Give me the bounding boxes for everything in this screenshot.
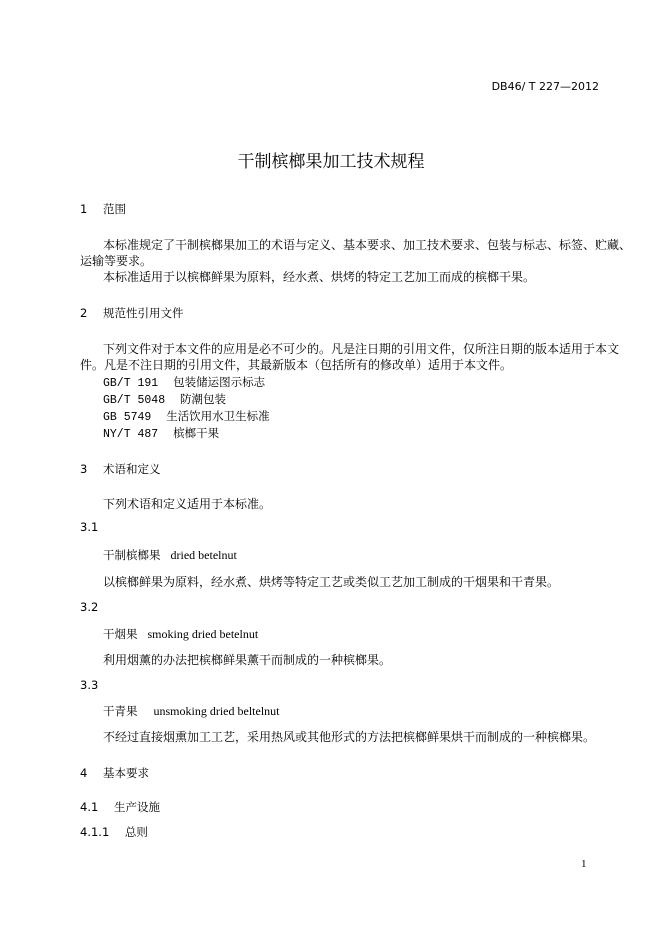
doc-number: DB46/ T 227—2012 <box>491 80 599 93</box>
subsection-4-1-heading <box>80 799 160 815</box>
term-chinese: 干青果 <box>103 704 138 718</box>
subsection-title: 总则 <box>124 825 148 839</box>
section-2-para-line2: 件。凡是不注日期的引用文件，其最新版本（包括所有的修改单）适用于本文件。 <box>80 358 513 372</box>
term-number: 3.3 <box>80 678 99 692</box>
section-2-para-line1: 下列文件对于本文件的应用是必不可少的。凡是注日期的引用文件，仅所注日期的版本适用于本文 <box>103 342 620 356</box>
term-definition: 不经过直接烟熏加工工艺，采用热风或其他形式的方法把槟榔鲜果烘干而制成的一种槟榔果。 <box>103 730 596 744</box>
section-1-para1-line1: 本标准规定了干制槟榔果加工的术语与定义、基本要求、加工技术要求、包装与标志、标签、贮藏、 <box>103 238 632 252</box>
reference-name: 生活饮用水卫生标准 <box>166 411 270 423</box>
reference-name: 包装储运图示标志 <box>173 377 266 389</box>
section-3-heading <box>80 461 160 477</box>
reference-item <box>103 425 219 441</box>
section-number: 3 <box>80 462 88 476</box>
page-number: 1 <box>581 858 587 870</box>
reference-name: 槟榔干果 <box>173 428 220 440</box>
section-title: 范围 <box>102 202 126 216</box>
section-2-heading <box>80 305 183 321</box>
subsection-number: 4.1 <box>80 800 99 814</box>
term-number: 3.2 <box>80 600 99 614</box>
subsection-4-1-1-heading <box>80 824 148 840</box>
term-heading <box>103 702 279 720</box>
section-1-para1-line2: 运输等要求。 <box>80 254 153 268</box>
term-chinese: 干制槟榔果 <box>103 548 161 562</box>
term-heading <box>103 625 258 643</box>
section-number: 4 <box>80 766 88 780</box>
reference-code: GB/T 5048 <box>103 394 166 407</box>
term-english: smoking dried betelnut <box>147 627 259 641</box>
reference-name: 防潮包装 <box>180 394 226 406</box>
reference-code: NY/T 487 <box>103 428 159 441</box>
section-1-para2: 本标准适用于以槟榔鲜果为原料，经水煮、烘烤的特定工艺加工而成的槟榔干果。 <box>103 270 536 284</box>
subsection-title: 生产设施 <box>113 800 160 814</box>
reference-code: GB/T 191 <box>103 377 159 390</box>
term-number: 3.1 <box>80 520 99 534</box>
reference-item <box>103 408 270 424</box>
term-english: dried betelnut <box>170 548 237 562</box>
reference-item <box>103 391 226 407</box>
section-1-heading <box>80 201 126 217</box>
reference-code: GB 5749 <box>103 411 152 424</box>
section-title: 基本要求 <box>102 766 149 780</box>
term-definition: 以槟榔鲜果为原料，经水煮、烘烤等特定工艺或类似工艺加工制成的干烟果和干青果。 <box>103 575 560 589</box>
section-number: 2 <box>80 306 88 320</box>
subsection-number: 4.1.1 <box>80 825 110 839</box>
term-heading <box>103 546 237 564</box>
reference-item <box>103 374 265 390</box>
section-number: 1 <box>80 202 88 216</box>
term-definition: 利用烟薰的办法把槟榔鲜果薰干而制成的一种槟榔果。 <box>103 653 392 667</box>
section-4-heading <box>80 765 149 781</box>
section-3-intro: 下列术语和定义适用于本标准。 <box>103 497 272 511</box>
section-title: 规范性引用文件 <box>102 306 184 320</box>
term-english: unsmoking dried beltelnut <box>153 704 280 718</box>
section-title: 术语和定义 <box>102 462 161 476</box>
term-chinese: 干烟果 <box>103 627 138 641</box>
doc-title: 干制槟榔果加工技术规程 <box>237 152 425 172</box>
